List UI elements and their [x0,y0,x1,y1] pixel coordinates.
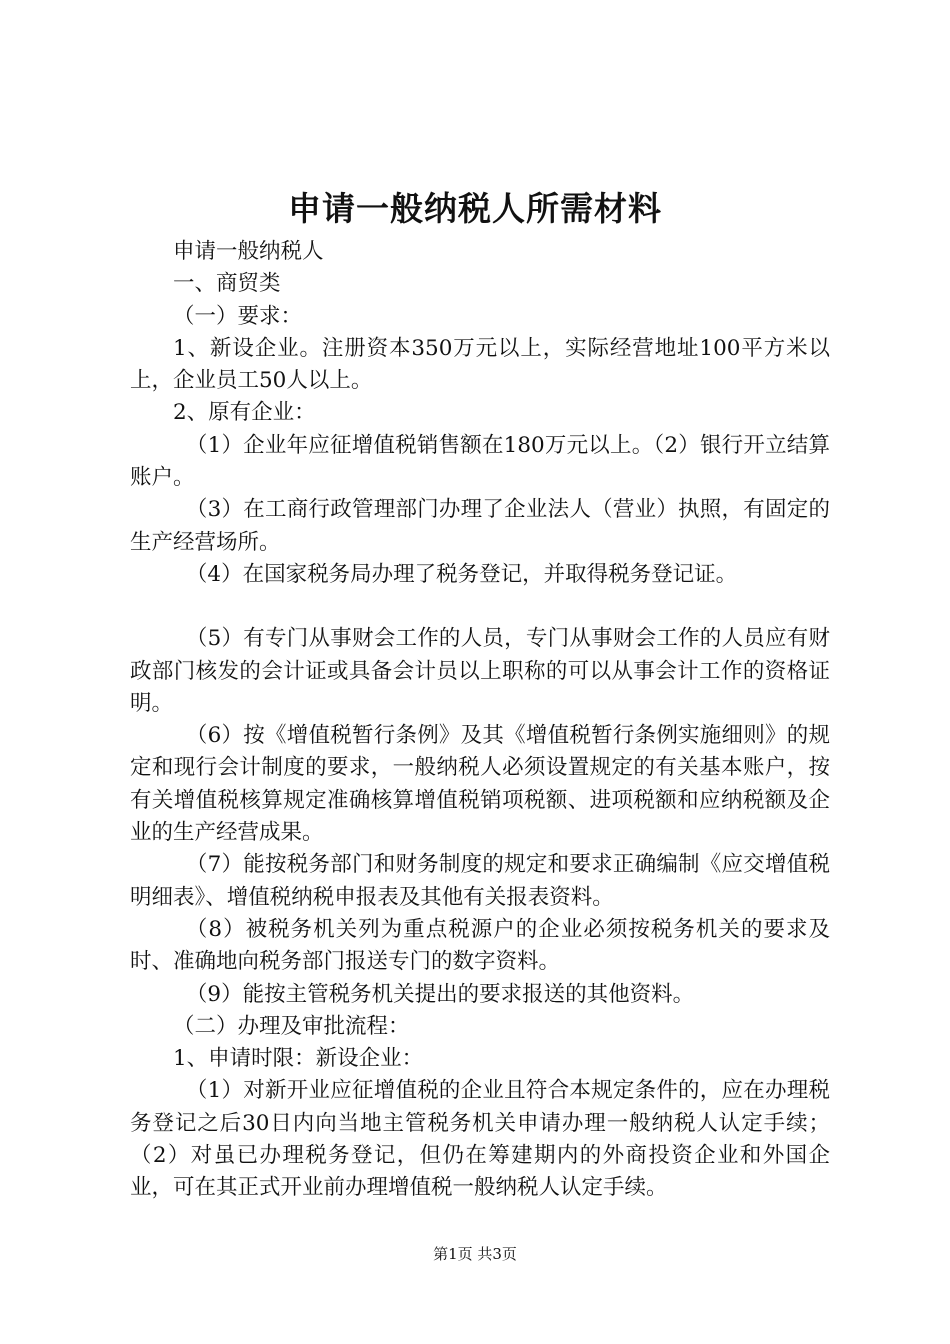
paragraph: 申请一般纳税人 [173,239,324,264]
paragraph: （4）在国家税务局办理了税务登记，并取得税务登记证。 [185,561,738,587]
paragraph: 2、原有企业： [173,400,316,426]
paragraph: （9）能按主管税务机关提出的要求报送的其他资料。 [185,981,695,1007]
paragraph: 1、申请时限：新设企业： [173,1046,424,1072]
paragraph: （7）能按税务部门和财务制度的规定和要求正确编制《应交增值税明细表》、增值税纳税申报表及其他有关报表资料。 [130,852,830,910]
paragraph: （3）在工商行政管理部门办理了企业法人（营业）执照，有固定的生产经营场所。 [130,497,830,555]
paragraph: （一）要求： [173,303,303,329]
document-title: 申请一般纳税人所需材料 [288,189,662,228]
paragraph: （1）企业年应征增值税销售额在180万元以上。（2）银行开立结算账户。 [130,432,830,491]
paragraph: （二）办理及审批流程： [173,1013,410,1039]
page-footer: 第1页 共3页 [433,1245,517,1263]
paragraph: （6）按《增值税暂行条例》及其《增值税暂行条例实施细则》的规定和现行会计制度的要求，一般纳税人必须设置规定的有关基本账户，按有关增值税核算规定准确核算增值税销项税额、进项税额和应纳税额及企业的生产经营成果。 [130,723,830,846]
paragraph: （5）有专门从事财会工作的人员，专门从事财会工作的人员应有财政部门核发的会计证或具备会计员以上职称的可以从事会计工作的资格证明。 [130,626,830,716]
paragraph: 一、商贸类 [173,271,281,297]
paragraph: （8）被税务机关列为重点税源户的企业必须按税务机关的要求及时、准确地向税务部门报送专门的数字资料。 [130,916,830,975]
paragraph: （1）对新开业应征增值税的企业且符合本规定条件的，应在办理税务登记之后30日内向当地主管税务机关申请办理一般纳税人认定手续；（2）对虽已办理税务登记，但仍在筹建期内的外商投资企业和外国企业，可在其正式开业前办理增值税一般纳税人认定手续。 [130,1078,830,1201]
document-body [130,236,830,1205]
paragraph: 1、新设企业。注册资本350万元以上，实际经营地址100平方米以上，企业员工50人以上。 [130,335,830,394]
